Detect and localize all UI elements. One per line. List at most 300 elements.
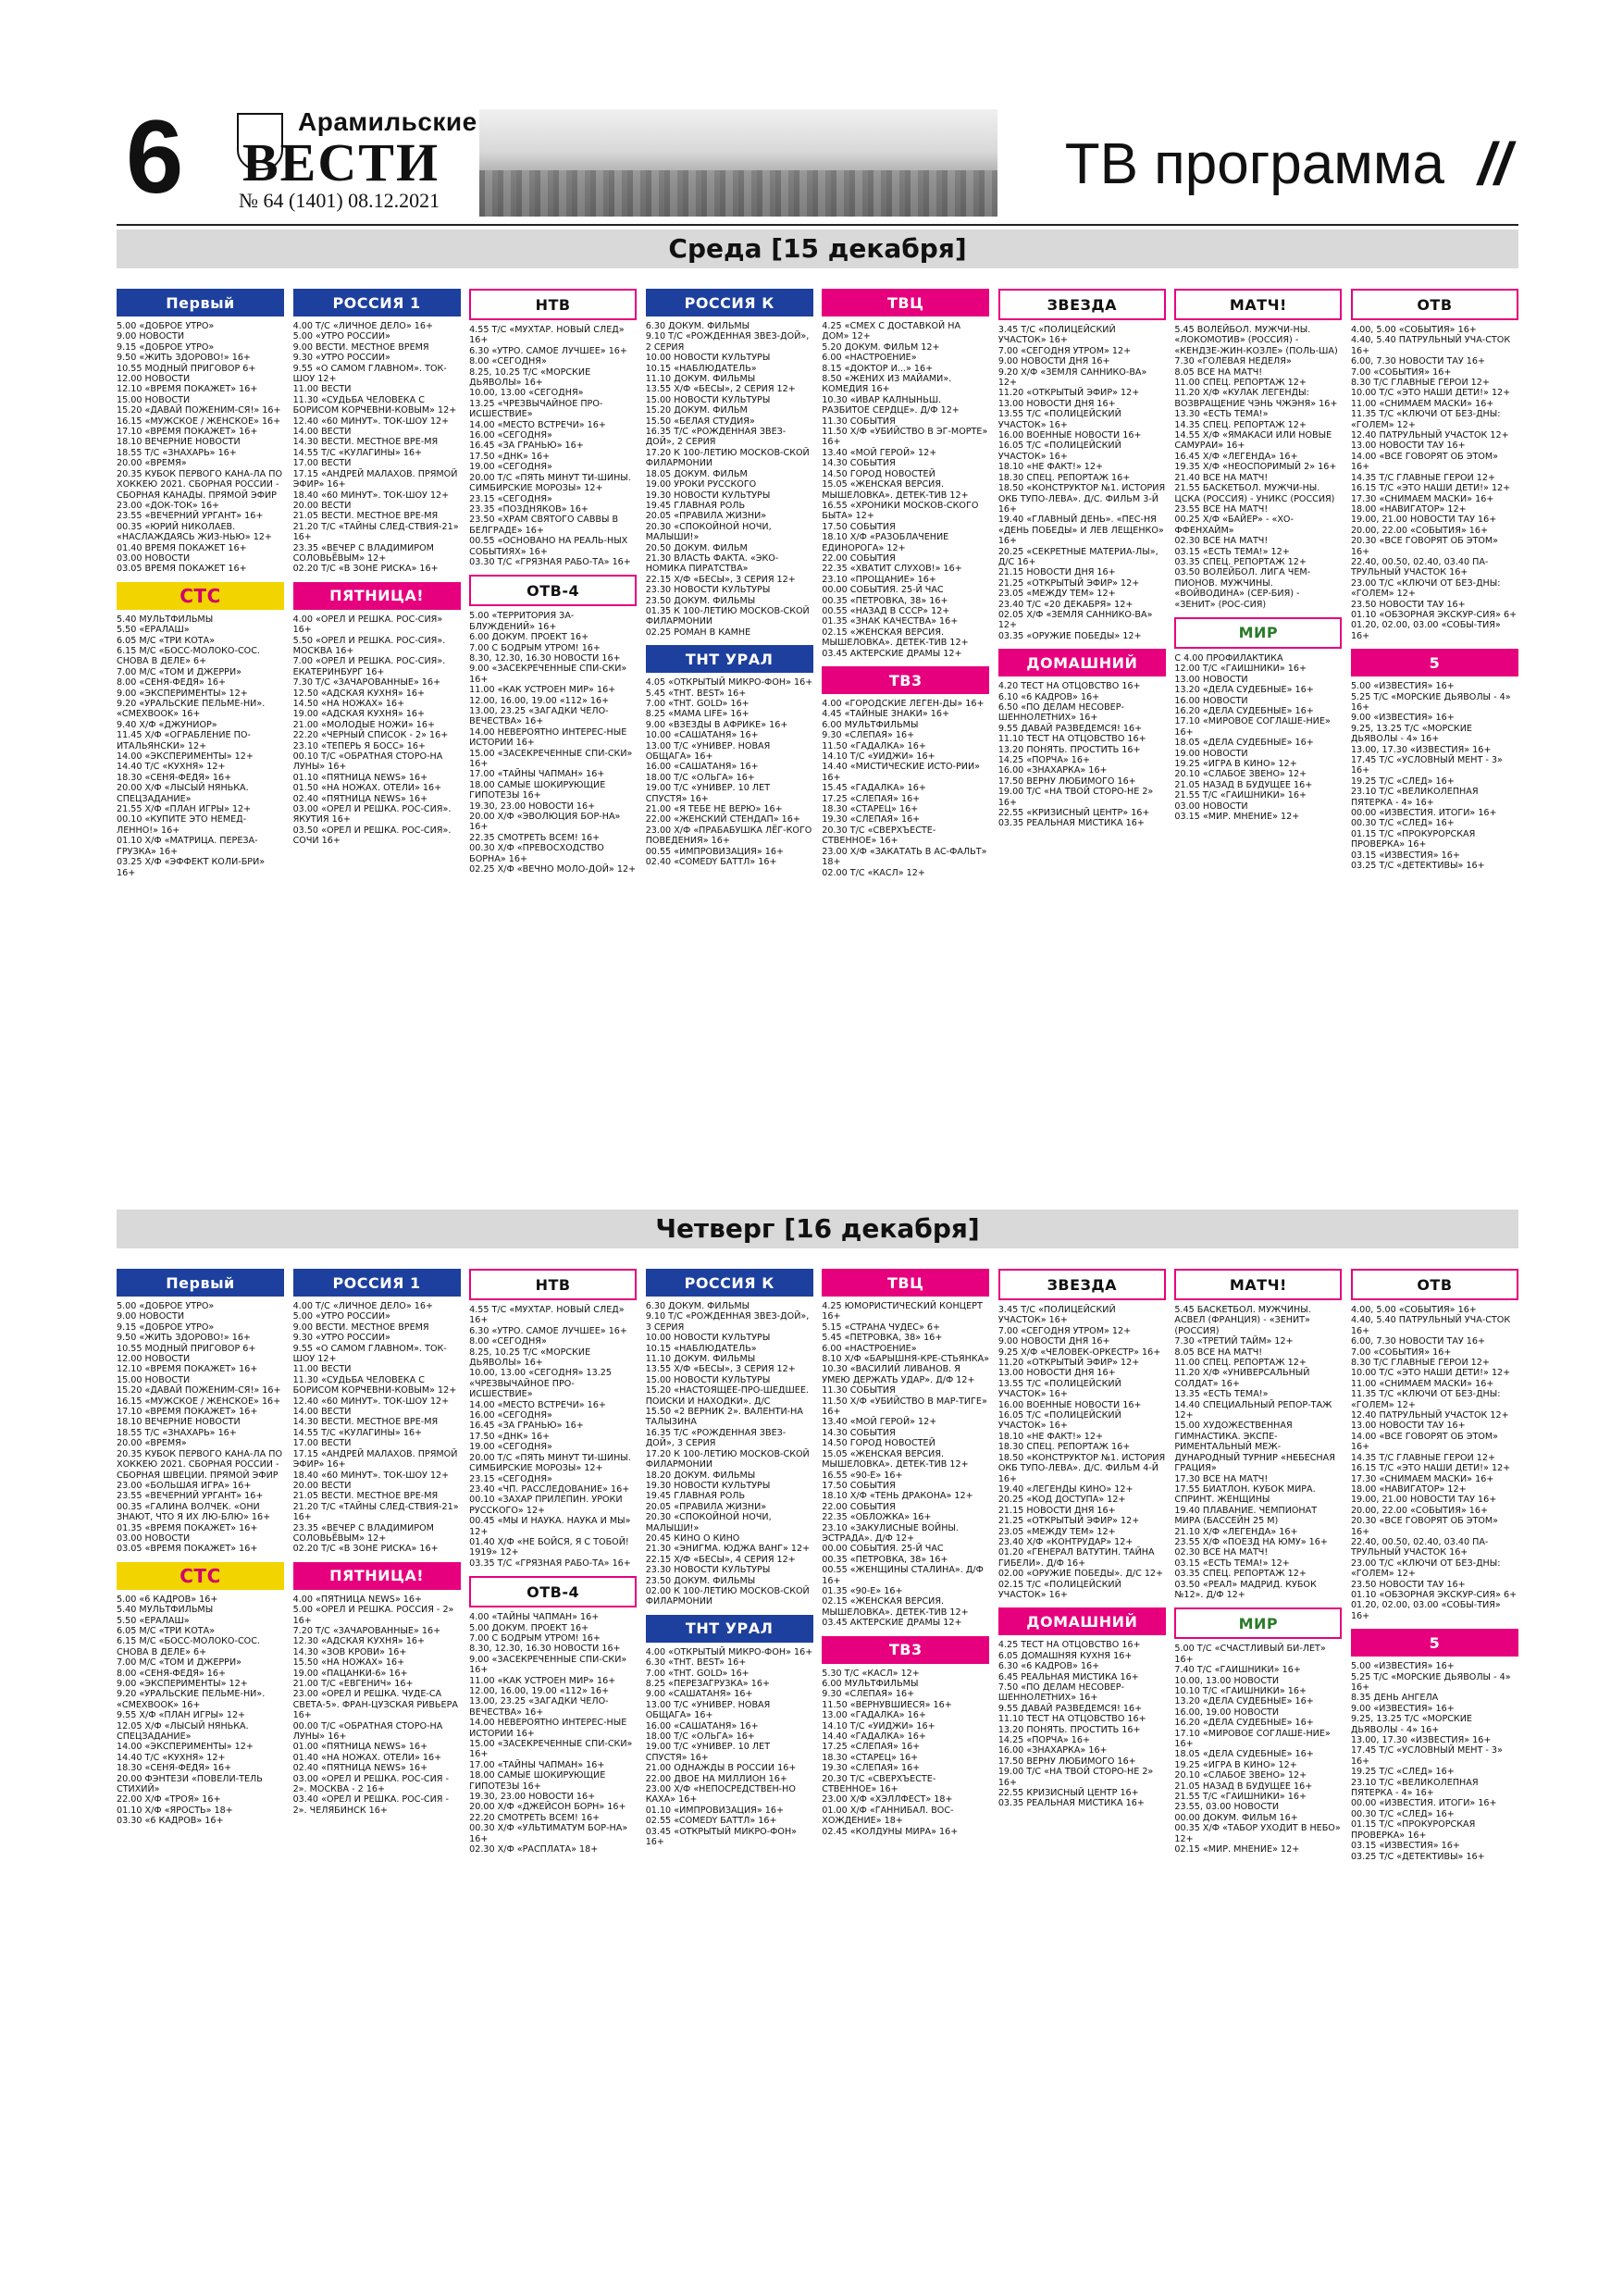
program-item: 8.00 «СЕГОДНЯ» bbox=[469, 1336, 547, 1347]
program-item: 9.20 «УРАЛЬСКИЕ ПЕЛЬМЕ-НИ». «СМЕХBOOK» 16+ bbox=[117, 699, 268, 720]
program-item: 8.25 «МАМА LIFE» 16+ bbox=[645, 709, 750, 720]
channel-logo: МИР bbox=[1174, 1607, 1342, 1639]
program-item: 11.10 ТЕСТ НА ОТЦОВСТВО 16+ bbox=[997, 1714, 1146, 1725]
program-item: 23.15 «СЕГОДНЯ» bbox=[469, 493, 552, 504]
program-item: 23.00 Т/С «КЛЮЧИ ОТ БЕЗ-ДНЫ: «ГОЛЕМ» 12+ bbox=[1350, 577, 1504, 600]
program-item: 9.00 ВЕСТИ. МЕСТНОЕ ВРЕМЯ bbox=[292, 1322, 429, 1333]
program-item: 15.00 НОВОСТИ bbox=[117, 394, 191, 405]
program-item: 13.00 Т/С «УНИВЕР. НОВАЯ ОБЩАГА» 16+ bbox=[645, 740, 774, 763]
program-item: 16.20 «ДЕЛА СУДЕБНЫЕ» 16+ bbox=[1174, 1718, 1314, 1729]
program-item: 9.00 НОВОСТИ ДНЯ 16+ bbox=[997, 356, 1110, 367]
program-item: 03.40 «ОРЕЛ И РЕШКА. РОС-СИЯ - 2». ЧЕЛЯБИНСК 16+ bbox=[292, 1794, 452, 1816]
program-item: 03.35 Т/С «ГРЯЗНАЯ РАБО-ТА» 16+ bbox=[469, 1558, 631, 1569]
program-item: 02.15 Т/С «ПОЛИЦЕЙСКИЙ УЧАСТОК» 16+ bbox=[997, 1579, 1124, 1600]
program-item: 18.05 ДОКУМ. ФИЛЬМ bbox=[645, 468, 748, 479]
schedule-column bbox=[997, 289, 1169, 886]
program-item: 21.15 НОВОСТИ ДНЯ 16+ bbox=[997, 1505, 1116, 1516]
program-item: 10.00 НОВОСТИ КУЛЬТУРЫ bbox=[645, 353, 771, 364]
channel-block bbox=[822, 1636, 989, 1838]
program-item: 14.35 СПЕЦ. РЕПОРТАЖ 12+ bbox=[1174, 419, 1307, 430]
program-item: 18.10 «НЕ ФАКТ!» 12+ bbox=[997, 1431, 1104, 1442]
program-item: 11.30 «СУДЬБА ЧЕЛОВЕКА С БОРИСОМ КОРЧЕВНИ-КОВЫМ» 12+ bbox=[292, 1374, 457, 1396]
program-item: 6.50 «ПО ДЕЛАМ НЕСОВЕР-ШЕННОЛЕТНИХ» 16+ bbox=[997, 702, 1124, 724]
program-item: 17.30 «СНИМАЕМ МАСКИ» 16+ bbox=[1350, 1473, 1494, 1484]
program-item: 10.15 «НАБЛЮДАТЕЛЬ» bbox=[645, 363, 757, 374]
program-item: 03.25 Т/С «ДЕТЕКТИВЫ» 16+ bbox=[1350, 861, 1485, 872]
program-item: 14.40 «МИСТИЧЕСКИЕ ИСТО-РИИ» 16+ bbox=[822, 762, 984, 783]
program-list bbox=[469, 1305, 637, 1569]
program-item: 20.30 «ВСЕ ГОВОРЯТ ОБ ЭТОМ» 16+ bbox=[1350, 1516, 1502, 1537]
program-item: 6.00 ДОКУМ. ПРОЕКТ 16+ bbox=[469, 632, 589, 643]
program-item: 4.55 Т/С «МУХТАР. НОВЫЙ СЛЕД» 16+ bbox=[469, 1305, 627, 1326]
program-list bbox=[469, 325, 637, 567]
program-item: 7.00 «СОБЫТИЯ» 16+ bbox=[1350, 366, 1452, 378]
program-item: 11.00 «КАК УСТРОЕН МИР» 16+ bbox=[469, 685, 616, 696]
program-item: 14.00 «ВСЕ ГОВОРЯТ ОБ ЭТОМ» 16+ bbox=[1350, 451, 1502, 473]
program-list bbox=[469, 1612, 637, 1855]
program-item: 18.00 САМЫЕ ШОКИРУЮЩИЕ ГИПОТЕЗЫ 16+ bbox=[469, 1770, 609, 1792]
program-item: 9.00 «САШАТАНЯ» 16+ bbox=[645, 1689, 753, 1700]
channel-block bbox=[293, 1269, 461, 1555]
program-item: 11.20 «ОТКРЫТЫЙ ЭФИР» 12+ bbox=[997, 1358, 1140, 1369]
channel-block bbox=[1351, 1629, 1518, 1862]
program-item: 20.00, 22.00 «СОБЫТИЯ» 16+ bbox=[1350, 1505, 1489, 1516]
program-item: 11.00 «СНИМАЕМ МАСКИ» 16+ bbox=[1350, 398, 1494, 409]
program-item: 19.40 ПЛАВАНИЕ. ЧЕМПИОНАТ МИРА (БАССЕЙН 25 М) bbox=[1174, 1505, 1320, 1527]
program-item: 18.10 Х/Ф «ТЕНЬ ДРАКОНА» 12+ bbox=[822, 1491, 973, 1502]
program-item: 10.10 Т/С «ГАИШНИКИ» 16+ bbox=[1174, 1686, 1307, 1696]
program-list bbox=[997, 1305, 1169, 1600]
program-list bbox=[293, 321, 461, 575]
program-item: 17.00 «ТАЙНЫ ЧАПМАН» 16+ bbox=[469, 1759, 605, 1770]
program-item: 00.00 Т/С «ОБРАТНАЯ СТОРО-НА ЛУНЫ» 16+ bbox=[292, 1720, 446, 1743]
program-item: 9.20 Х/Ф «ЗЕМЛЯ САННИКО-ВА» 12+ bbox=[997, 366, 1150, 389]
program-item: 5.25 Т/С «МОРСКИЕ ДЬЯВОЛЫ - 4» 16+ bbox=[1350, 691, 1514, 713]
program-item: 15.20 ДОКУМ. ФИЛЬМ bbox=[645, 405, 748, 416]
program-list bbox=[998, 1640, 1166, 1809]
program-item: 9.25, 13.25 Т/С «МОРСКИЕ ДЬЯВОЛЫ - 4» 16+ bbox=[1350, 723, 1476, 745]
program-item: 02.00 К 100-ЛЕТИЮ МОСКОВ-СКОЙ ФИЛАРМОНИИ bbox=[645, 1585, 812, 1607]
program-item: 17.30 ВСЕ НА МАТЧ! bbox=[1174, 1473, 1269, 1484]
program-item: 14.55 Х/Ф «ЯМАКАСИ ИЛИ НОВЫЕ САМУРАИ» 16+ bbox=[1174, 430, 1335, 452]
program-list bbox=[998, 681, 1166, 829]
program-item: С 4.00 ПРОФИЛАКТИКА bbox=[1174, 652, 1283, 664]
program-item: 11.30 СОБЫТИЯ bbox=[822, 416, 896, 427]
program-item: 03.45 АКТЕРСКИЕ ДРАМЫ 12+ bbox=[822, 648, 962, 659]
channel-logo: СТС bbox=[117, 582, 284, 610]
channel-logo: ТНТ УРАЛ bbox=[646, 645, 813, 673]
program-item: 13.20 ПОНЯТЬ. ПРОСТИТЬ 16+ bbox=[997, 744, 1141, 755]
channel-block bbox=[469, 1576, 637, 1855]
program-item: 4.40, 5.40 ПАТРУЛЬНЫЙ УЧА-СТОК 16+ bbox=[1350, 335, 1514, 356]
program-item: 9.55 ДАВАЙ РАЗВЕДЕМСЯ! 16+ bbox=[997, 1703, 1143, 1714]
schedule-column bbox=[646, 289, 813, 886]
program-item: 11.50 Х/Ф «УБИЙСТВО В ЭГ-МОРТЕ» 16+ bbox=[822, 427, 991, 448]
program-item: 02.15 «МИР. МНЕНИЕ» 12+ bbox=[1174, 1844, 1300, 1855]
program-item: 01.40 Х/Ф «НЕ БОЙСЯ, Я С ТОБОЙ! 1919» 12+ bbox=[469, 1536, 632, 1558]
day-title: Четверг [16 декабря] bbox=[117, 1210, 1518, 1248]
program-item: 5.45 «ТНТ. BEST» 16+ bbox=[645, 688, 747, 699]
program-item: 16.00, 19.00 НОВОСТИ bbox=[1174, 1706, 1280, 1718]
program-item: 14.35 Т/С ГЛАВНЫЕ ГЕРОИ 12+ bbox=[1350, 1452, 1496, 1463]
program-item: 02.20 Т/С «В ЗОНЕ РИСКА» 16+ bbox=[292, 1544, 439, 1555]
program-item: 20.05 «ПРАВИЛА ЖИЗНИ» bbox=[645, 511, 767, 522]
program-item: 23.00 «ДОК-ТОК» 16+ bbox=[117, 500, 220, 511]
program-item: 01.35 «ЗНАК КАЧЕСТВА» 16+ bbox=[822, 616, 959, 627]
program-item: 23.55, 03.00 НОВОСТИ bbox=[1174, 1802, 1280, 1813]
program-item: 12.00 Т/С «ГАИШНИКИ» 16+ bbox=[1174, 664, 1307, 675]
program-item: 00.30 Х/Ф «ПРЕВОСХОДСТВО БОРНА» 16+ bbox=[469, 843, 607, 864]
program-item: 01.20, 02.00, 03.00 «СОБЫ-ТИЯ» 16+ bbox=[1350, 1600, 1504, 1621]
schedule-column bbox=[997, 1269, 1169, 1869]
program-item: 00.25 Х/Ф «БАЙЕР» - «ХО-ФФЕНХАЙМ» bbox=[1174, 515, 1294, 536]
program-item: 21.05 ВЕСТИ. МЕСТНОЕ ВРЕ-МЯ bbox=[292, 1491, 439, 1502]
crest-icon bbox=[237, 113, 283, 170]
program-item: 01.35 К 100-ЛЕТИЮ МОСКОВ-СКОЙ ФИЛАРМОНИИ bbox=[645, 605, 812, 627]
schedule-column bbox=[469, 1269, 637, 1869]
program-item: 11.30 «СУДЬБА ЧЕЛОВЕКА С БОРИСОМ КОРЧЕВНИ-КОВЫМ» 12+ bbox=[292, 394, 457, 416]
program-item: 17.25 «СЛЕПАЯ» 16+ bbox=[822, 793, 921, 804]
program-item: 20.35 КУБОК ПЕРВОГО КАНА-ЛА ПО ХОККЕЮ 2021. СБОРНАЯ РОССИИ - СБОРНАЯ КАНАДЫ. ПРЯМОЙ ЭФИР bbox=[117, 468, 286, 501]
channel-logo: МАТЧ! bbox=[1174, 289, 1342, 320]
program-item: 9.00 НОВОСТИ ДНЯ 16+ bbox=[997, 1336, 1110, 1347]
program-item: 9.40 Х/Ф «ДЖУНИОР» bbox=[117, 719, 217, 730]
program-item: 8.30 Т/С ГЛАВНЫЕ ГЕРОИ 12+ bbox=[1350, 378, 1490, 389]
program-item: 16.20 «ДЕЛА СУДЕБНЫЕ» 16+ bbox=[1174, 706, 1314, 716]
program-item: 02.00 Т/С «КАСЛ» 12+ bbox=[822, 867, 925, 878]
program-item: 18.00 САМЫЕ ШОКИРУЮЩИЕ ГИПОТЕЗЫ 16+ bbox=[469, 779, 609, 801]
program-item: 20.00 Х/Ф «ЛЫСЫЙ НЯНЬКА. СПЕЦЗАДАНИЕ» bbox=[117, 783, 252, 804]
program-item: 22.00 ДВОЕ НА МИЛЛИОН 16+ bbox=[645, 1773, 787, 1784]
program-item: 22.20 «ЧЕРНЫЙ СПИСОК - 2» 16+ bbox=[292, 730, 449, 741]
schedule-grid bbox=[117, 289, 1518, 886]
program-item: 4.00 «ОРЕЛ И РЕШКА. РОС-СИЯ» 16+ bbox=[292, 614, 446, 636]
program-item: 9.55 Х/Ф «ПЛАН ИГРЫ» 12+ bbox=[117, 1710, 246, 1721]
program-item: 00.35 «ПЕТРОВКА, 38» 16+ bbox=[822, 1554, 948, 1565]
program-item: 13.55 Х/Ф «БЕСЫ», 3 СЕРИЯ 12+ bbox=[645, 1364, 796, 1375]
program-item: 03.50 «ОРЕЛ И РЕШКА. РОС-СИЯ». СОЧИ 16+ bbox=[292, 825, 454, 847]
program-item: 19.00, 21.00 НОВОСТИ ТАУ 16+ bbox=[1350, 515, 1497, 526]
program-item: 14.40 «ГАДАЛКА» 16+ bbox=[822, 1731, 926, 1743]
program-item: 6.15 М/С «БОСС-МОЛОКО-СОС. СНОВА В ДЕЛЕ» 6+ bbox=[117, 645, 264, 667]
program-item: 6.30 ДОКУМ. ФИЛЬМЫ bbox=[645, 1301, 750, 1311]
program-list bbox=[1174, 1644, 1342, 1855]
program-item: 14.40 Т/С «КУХНЯ» 12+ bbox=[117, 1752, 226, 1763]
program-item: 20.00 Х/Ф «ЭВОЛЮЦИЯ БОР-НА» 16+ bbox=[469, 812, 624, 833]
program-item: 03.35 СПЕЦ. РЕПОРТАЖ 12+ bbox=[1174, 556, 1307, 567]
program-item: 22.15 Х/Ф «БЕСЫ», 4 СЕРИЯ 12+ bbox=[645, 1554, 796, 1565]
program-item: 19.40 «ГЛАВНЫЙ ДЕНЬ». «ПЕС-НЯ «ДЕНЬ ПОБЕДЫ» И ЛЕВ ЛЕЩЕНКО» 16+ bbox=[997, 515, 1167, 547]
program-item: 19.30, 23.00 НОВОСТИ 16+ bbox=[469, 1792, 596, 1803]
program-item: 15.20 «ДАВАЙ ПОЖЕНИМ-СЯ!» 16+ bbox=[117, 405, 281, 416]
schedule-column bbox=[1174, 289, 1342, 886]
program-item: 02.40 «ПЯТНИЦА NEWS» 16+ bbox=[292, 793, 428, 804]
program-item: 20.00 ВЕСТИ bbox=[292, 500, 352, 511]
program-item: 5.40 МУЛЬТФИЛЬМЫ bbox=[117, 1605, 214, 1616]
program-item: 02.55 «COMEDY БАТТЛ» 16+ bbox=[645, 1816, 777, 1827]
program-item: 19.00 Т/С «УНИВЕР. 10 ЛЕТ СПУСТЯ» 16+ bbox=[645, 783, 774, 804]
program-item: 01.15 Т/С «ПРОКУРОРСКАЯ ПРОВЕРКА» 16+ bbox=[1350, 828, 1479, 850]
program-item: 18.20 ДОКУМ. ФИЛЬМЫ bbox=[645, 1470, 756, 1481]
program-item: 23.40 Х/Ф «КОНТРУДАР» 12+ bbox=[997, 1536, 1134, 1547]
program-item: 18.30 СПЕЦ. РЕПОРТАЖ 16+ bbox=[997, 1442, 1131, 1453]
program-item: 17.50 СОБЫТИЯ bbox=[822, 1480, 896, 1491]
program-item: 9.55 «О САМОМ ГЛАВНОМ». ТОК-ШОУ 12+ bbox=[292, 1343, 447, 1365]
program-item: 9.30 «УТРО РОССИИ» bbox=[292, 1333, 390, 1344]
schedule-column bbox=[293, 289, 461, 886]
program-item: 13.20 ПОНЯТЬ. ПРОСТИТЬ 16+ bbox=[997, 1724, 1141, 1735]
channel-logo: ПЯТНИЦА! bbox=[293, 582, 461, 610]
schedule-column bbox=[293, 1269, 461, 1869]
program-item: 21.30 «ЭНИГМА. ЮДЖА ВАНГ» 12+ bbox=[645, 1544, 811, 1555]
program-item: 16.55 «90-Е» 16+ bbox=[822, 1470, 903, 1481]
program-item: 11.20 Х/Ф «КУЛАК ЛЕГЕНДЫ: ВОЗВРАЩЕНИЕ ЧЭНЬ ЧЖЭНЯ» 16+ bbox=[1174, 388, 1338, 409]
channel-logo: МАТЧ! bbox=[1174, 1269, 1342, 1300]
program-item: 01.10 Х/Ф «МАТРИЦА. ПЕРЕЗА-ГРУЗКА» 16+ bbox=[117, 836, 258, 857]
program-item: 4.00, 5.00 «СОБЫТИЯ» 16+ bbox=[1350, 1305, 1477, 1315]
schedule-column bbox=[646, 1269, 813, 1869]
program-item: 9.50 «ЖИТЬ ЗДОРОВО!» 16+ bbox=[117, 353, 251, 364]
program-item: 13.20 «ДЕЛА СУДЕБНЫЕ» 16+ bbox=[1174, 1696, 1314, 1707]
program-list bbox=[646, 321, 813, 638]
program-item: 22.40, 00.50, 02.40, 03.40 ПА-ТРУЛЬНЫЙ УЧАСТОК 16+ bbox=[1350, 1536, 1489, 1558]
program-item: 14.00 «ВСЕ ГОВОРЯТ ОБ ЭТОМ» 16+ bbox=[1350, 1431, 1502, 1453]
program-item: 18.05 «ДЕЛА СУДЕБНЫЕ» 16+ bbox=[1174, 1749, 1314, 1760]
program-item: 9.15 «ДОБРОЕ УТРО» bbox=[117, 1322, 215, 1333]
program-item: 13.25 «ЧРЕЗВЫЧАЙНОЕ ПРО-ИСШЕСТВИЕ» bbox=[469, 398, 603, 420]
program-item: 03.15 «МИР. МНЕНИЕ» 12+ bbox=[1174, 812, 1300, 823]
channel-logo: ЗВЕЗДА bbox=[998, 1269, 1166, 1300]
program-item: 23.50 НОВОСТИ ТАУ 16+ bbox=[1350, 599, 1466, 610]
program-item: 20.00 Х/Ф «ДЖЕЙСОН БОРН» 16+ bbox=[469, 1802, 626, 1813]
program-item: 9.10 Т/С «РОЖДЕННАЯ ЗВЕЗ-ДОЙ», 2 СЕРИЯ bbox=[645, 331, 812, 353]
program-item: 11.00 ВЕСТИ bbox=[292, 384, 352, 395]
program-item: 15.00 ХУДОЖЕСТВЕННАЯ ГИМНАСТИКА. ЭКСПЕ-РИМЕНТАЛЬНЫЙ МЕЖ-ДУНАРОДНЫЙ ТУРНИР «НЕБЕСНАЯ ГРАЦИЯ» bbox=[1174, 1421, 1338, 1474]
program-item: 18.40 «60 МИНУТ». ТОК-ШОУ 12+ bbox=[292, 1470, 450, 1481]
program-item: 14.55 Т/С «КУЛАГИНЫ» 16+ bbox=[292, 447, 423, 458]
program-item: 6.10 «6 КАДРОВ» 16+ bbox=[997, 691, 1100, 702]
program-item: 03.15 «ЕСТЬ ТЕМА!» 12+ bbox=[1174, 1558, 1290, 1569]
program-item: 14.30 СОБЫТИЯ bbox=[822, 458, 896, 469]
program-item: 23.55 «ВЕЧЕРНИЙ УРГАНТ» 16+ bbox=[117, 511, 264, 522]
program-item: 4.00, 5.00 «СОБЫТИЯ» 16+ bbox=[1350, 325, 1477, 335]
channel-block bbox=[646, 1269, 813, 1607]
program-item: 5.45 ВОЛЕЙБОЛ. МУЖЧИ-НЫ. «ЛОКОМОТИВ» (РОССИЯ) - «КЕНДЗЕ-ЖИН-КОЗЛЕ» (ПОЛЬ-ША) bbox=[1174, 325, 1338, 356]
program-item: 21.55 Т/С «ГАИШНИКИ» 16+ bbox=[1174, 790, 1307, 801]
program-item: 23.30 НОВОСТИ КУЛЬТУРЫ bbox=[645, 1565, 771, 1576]
program-item: 20.45 КИНО О КИНО bbox=[645, 1533, 740, 1544]
program-item: 8.25, 10.25 Т/С «МОРСКИЕ ДЬЯВОЛЫ» 16+ bbox=[469, 1347, 594, 1369]
program-item: 20.30 «ВСЕ ГОВОРЯТ ОБ ЭТОМ» 16+ bbox=[1350, 536, 1502, 557]
program-item: 14.30 СОБЫТИЯ bbox=[822, 1427, 896, 1438]
program-list bbox=[822, 699, 989, 878]
program-item: 14.25 «ПОРЧА» 16+ bbox=[997, 755, 1091, 766]
channel-logo: ОТВ bbox=[1351, 289, 1518, 320]
issue-info: № 64 (1401) 08.12.2021 bbox=[239, 189, 440, 212]
program-item: 14.30 ВЕСТИ. МЕСТНОЕ ВРЕ-МЯ bbox=[292, 437, 439, 448]
program-item: 03.50 «РЕАЛ» МАДРИД. КУБОК №12». Д/Ф 12+ bbox=[1174, 1579, 1319, 1600]
program-item: 13.00, 23.25 «ЗАГАДКИ ЧЕЛО-ВЕЧЕСТВА» 16+ bbox=[469, 706, 609, 727]
program-item: 21.00 «Я ТЕБЕ НЕ ВЕРЮ» 16+ bbox=[645, 804, 783, 815]
program-item: 16.45 «ЗА ГРАНЬЮ» 16+ bbox=[469, 1421, 584, 1432]
program-item: 10.00, 13.00 «СЕГОДНЯ» 13.25 «ЧРЕЗВЫЧАЙНОЕ ПРО-ИСШЕСТВИЕ» bbox=[469, 1368, 615, 1400]
program-item: 5.50 «ОРЕЛ И РЕШКА. РОС-СИЯ». МОСКВА 16+ bbox=[292, 635, 449, 656]
channel-block bbox=[293, 1562, 461, 1817]
program-item: 19.00 УРОКИ РУССКОГО bbox=[645, 479, 757, 490]
program-item: 14.00 НЕВЕРОЯТНО ИНТЕРЕС-НЫЕ ИСТОРИИ 16+ bbox=[469, 726, 630, 749]
program-item: 23.00 «БОЛЬШАЯ ИГРА» 16+ bbox=[117, 1480, 252, 1491]
program-item: 9.00 «ЭКСПЕРИМЕНТЫ» 12+ bbox=[117, 688, 248, 699]
program-item: 12.50 «АДСКАЯ КУХНЯ» 16+ bbox=[292, 688, 426, 699]
program-list bbox=[997, 325, 1169, 641]
channel-logo: ЗВЕЗДА bbox=[998, 289, 1166, 320]
program-item: 8.10 Х/Ф «БАРЫШНЯ-КРЕ-СТЬЯНКА» bbox=[822, 1354, 990, 1365]
program-item: 8.15 «ДОКТОР И...» 16+ bbox=[822, 363, 934, 374]
program-item: 20.00 ВЕСТИ bbox=[292, 1480, 352, 1491]
program-item: 14.00 «МЕСТО ВСТРЕЧИ» 16+ bbox=[469, 1399, 606, 1410]
program-item: 03.45 АКТЕРСКИЕ ДРАМЫ 12+ bbox=[822, 1618, 962, 1629]
program-item: 23.55 ВСЕ НА МАТЧ! bbox=[1174, 503, 1269, 515]
program-item: 14.30 «ЗОВ КРОВИ» 16+ bbox=[292, 1646, 407, 1657]
program-item: 7.20 Т/С «ЗАЧАРОВАННЫЕ» 16+ bbox=[292, 1625, 441, 1636]
program-item: 14.40 СПЕЦИАЛЬНЫЙ РЕПОР-ТАЖ 12+ bbox=[1174, 1399, 1335, 1421]
program-item: 11.20 Х/Ф «УНИВЕРСАЛЬНЫЙ СОЛДАТ» 16+ bbox=[1174, 1368, 1313, 1389]
program-item: 7.40 Т/С «ГАИШНИКИ» 16+ bbox=[1174, 1665, 1301, 1676]
program-item: 20.30 Т/С «СВЕРХЪЕСТЕ-СТВЕННОЕ» 16+ bbox=[822, 1773, 936, 1795]
program-item: 4.25 ЮМОРИСТИЧЕСКИЙ КОНЦЕРТ 16+ bbox=[822, 1301, 985, 1322]
program-item: 19.00 «АДСКАЯ КУХНЯ» 16+ bbox=[292, 709, 426, 720]
program-item: 5.25 Т/С «МОРСКИЕ ДЬЯВОЛЫ - 4» 16+ bbox=[1350, 1671, 1514, 1693]
channel-block bbox=[997, 1269, 1169, 1600]
program-item: 12.30 «АДСКАЯ КУХНЯ» 16+ bbox=[292, 1636, 426, 1647]
channel-block bbox=[998, 1607, 1166, 1809]
program-item: 03.45 «ОТКРЫТЫЙ МИКРО-ФОН» 16+ bbox=[645, 1826, 800, 1848]
program-item: 14.00 «ЭКСПЕРИМЕНТЫ» 12+ bbox=[117, 1742, 254, 1753]
program-item: 15.45 «ГАДАЛКА» 16+ bbox=[822, 783, 926, 794]
logo-top-text: Арамильские bbox=[298, 107, 477, 136]
program-item: 19.00 Т/С «УНИВЕР. 10 ЛЕТ СПУСТЯ» 16+ bbox=[645, 1742, 774, 1763]
channel-logo: РОССИЯ 1 bbox=[293, 289, 461, 316]
schedule-column bbox=[117, 289, 284, 886]
program-item: 7.00 «ТНТ. GOLD» 16+ bbox=[645, 699, 750, 709]
program-item: 15.00 НОВОСТИ bbox=[117, 1374, 191, 1385]
program-item: 16.00 ВОЕННЫЕ НОВОСТИ 16+ bbox=[997, 430, 1142, 441]
program-item: 9.00 «ИЗВЕСТИЯ» 16+ bbox=[1350, 1703, 1455, 1714]
newspaper-page bbox=[117, 93, 1518, 1862]
program-item: 8.25, 10.25 Т/С «МОРСКИЕ ДЬЯВОЛЫ» 16+ bbox=[469, 366, 594, 389]
program-item: 20.00 ФЭНТЕЗИ «ПОВЕЛИ-ТЕЛЬ СТИХИЙ» bbox=[117, 1773, 266, 1795]
program-item: 02.25 РОМАН В КАМНЕ bbox=[645, 627, 751, 638]
program-list bbox=[1351, 325, 1518, 641]
program-item: 6.00, 7.30 НОВОСТИ ТАУ 16+ bbox=[1350, 356, 1486, 367]
program-item: 14.50 ГОРОД НОВОСТЕЙ bbox=[822, 468, 935, 479]
program-item: 03.30 Т/С «ГРЯЗНАЯ РАБО-ТА» 16+ bbox=[469, 556, 631, 567]
program-item: 9.50 «ЖИТЬ ЗДОРОВО!» 16+ bbox=[117, 1333, 251, 1344]
program-item: 19.00 Т/С «НА ТВОЙ СТОРО-НЕ 2» 16+ bbox=[997, 787, 1157, 808]
program-item: 01.10 Х/Ф «ЯРОСТЬ» 18+ bbox=[117, 1805, 233, 1816]
program-item: 22.20 СМОТРЕТЬ ВСЕМ! 16+ bbox=[469, 1812, 601, 1823]
program-item: 17.45 Т/С «УСЛОВНЫЙ МЕНТ - 3» 16+ bbox=[1350, 1745, 1505, 1767]
program-item: 11.35 Т/С «КЛЮЧИ ОТ БЕЗ-ДНЫ: «ГОЛЕМ» 12+ bbox=[1350, 409, 1504, 430]
program-item: 13.00, 23.25 «ЗАГАДКИ ЧЕЛО-ВЕЧЕСТВА» 16+ bbox=[469, 1696, 609, 1718]
program-item: 20.00 «ВРЕМЯ» bbox=[117, 1438, 187, 1449]
program-item: 16.15 Т/С «ЭТО НАШИ ДЕТИ!» 12+ bbox=[1350, 483, 1511, 494]
program-list bbox=[646, 677, 813, 867]
program-item: 18.10 «НЕ ФАКТ!» 12+ bbox=[997, 462, 1104, 473]
program-item: 00.45 «МЫ И НАУКА. НАУКА И МЫ» 12+ bbox=[469, 1516, 634, 1537]
program-item: 17.10 «МИРОВОЕ СОГЛАШЕ-НИЕ» 16+ bbox=[1174, 716, 1333, 738]
program-item: 03.35 СПЕЦ. РЕПОРТАЖ 12+ bbox=[1174, 1569, 1307, 1580]
program-item: 02.25 Х/Ф «ВЕЧНО МОЛО-ДОЙ» 12+ bbox=[469, 864, 637, 875]
program-item: 7.00 М/С «ТОМ И ДЖЕРРИ» bbox=[117, 1657, 242, 1669]
schedule-column bbox=[117, 1269, 284, 1869]
channel-block bbox=[997, 289, 1169, 641]
program-item: 10.00, 13.00 НОВОСТИ bbox=[1174, 1675, 1280, 1686]
program-item: 5.00 «ИЗВЕСТИЯ» 16+ bbox=[1350, 1661, 1455, 1672]
program-item: 16.15 «МУЖСКОЕ / ЖЕНСКОЕ» 16+ bbox=[117, 1396, 281, 1407]
channel-block bbox=[469, 289, 637, 567]
program-item: 00.30 Т/С «СЛЕД» 16+ bbox=[1350, 1808, 1455, 1819]
program-item: 17.50 ВЕРНУ ЛЮБИМОГО 16+ bbox=[997, 1756, 1136, 1767]
program-item: 17.50 «ДНК» 16+ bbox=[469, 451, 551, 462]
channel-block bbox=[1174, 289, 1342, 610]
program-item: 00.10 «КУПИТЕ ЭТО НЕМЕД-ЛЕННО!» 16+ bbox=[117, 814, 247, 836]
program-item: 11.10 ДОКУМ. ФИЛЬМЫ bbox=[645, 374, 756, 385]
program-item: 7.00 М/С «ТОМ И ДЖЕРРИ» bbox=[117, 666, 242, 677]
program-item: 02.30 Х/Ф «РАСПЛАТА» 18+ bbox=[469, 1844, 599, 1855]
program-item: 18.30 «СЕНЯ-ФЕДЯ» 16+ bbox=[117, 772, 232, 783]
program-item: 01.20, 02.00, 03.00 «СОБЫ-ТИЯ» 16+ bbox=[1350, 620, 1504, 641]
program-list bbox=[822, 321, 989, 659]
program-item: 11.50 «ВЕРНУВШИЕСЯ» 16+ bbox=[822, 1699, 952, 1710]
program-item: 12.10 «ВРЕМЯ ПОКАЖЕТ» 16+ bbox=[117, 384, 258, 395]
program-item: 17.55 БИАТЛОН. КУБОК МИРА. СПРИНТ. ЖЕНЩИНЫ bbox=[1174, 1483, 1319, 1506]
program-item: 6.30 «6 КАДРОВ» 16+ bbox=[997, 1661, 1100, 1672]
program-item: 22.35 СМОТРЕТЬ ВСЕМ! 16+ bbox=[469, 832, 601, 843]
program-item: 9.15 «ДОБРОЕ УТРО» bbox=[117, 341, 215, 353]
program-item: 21.20 Т/С «ТАЙНЫ СЛЕД-СТВИЯ-21» 16+ bbox=[292, 1501, 462, 1523]
program-item: 16.00 «ЗНАХАРКА» 16+ bbox=[997, 765, 1108, 776]
program-item: 18.40 «60 МИНУТ». ТОК-ШОУ 12+ bbox=[292, 490, 450, 501]
program-item: 00.55 «ОСНОВАНО НА РЕАЛЬ-НЫХ СОБЫТИЯХ» 16+ bbox=[469, 536, 631, 557]
program-item: 15.20 «НАСТОЯЩЕЕ-ПРО-ШЕДШЕЕ. ПОИСКИ И НАХОДКИ». Д/С bbox=[645, 1385, 812, 1407]
program-item: 16.00 «ЗНАХАРКА» 16+ bbox=[997, 1745, 1108, 1756]
program-item: 4.00 «ОТКРЫТЫЙ МИКРО-ФОН» 16+ bbox=[645, 1646, 813, 1657]
program-item: 13.55 Т/С «ПОЛИЦЕЙСКИЙ УЧАСТОК» 16+ bbox=[997, 409, 1124, 430]
program-item: 16.45 «ЗА ГРАНЬЮ» 16+ bbox=[469, 441, 584, 452]
program-item: 11.00 ВЕСТИ bbox=[292, 1364, 352, 1375]
program-item: 16.00 «САШАТАНЯ» 16+ bbox=[645, 1720, 759, 1731]
program-item: 23.35 «ВЕЧЕР С ВЛАДИМИРОМ СОЛОВЬЁВЫМ» 12+ bbox=[292, 542, 437, 564]
program-item: 10.30 «ИВАР КАЛНЫНЬШ. РАЗБИТОЕ СЕРДЦЕ». Д/Ф 12+ bbox=[822, 394, 960, 416]
program-item: 02.15 «ЖЕНСКАЯ ВЕРСИЯ. МЫШЕЛОВКА». ДЕТЕК-ТИВ 12+ bbox=[822, 627, 969, 649]
program-item: 10.00 Т/С «ЭТО НАШИ ДЕТИ!» 12+ bbox=[1350, 388, 1511, 399]
program-item: 12.40 ПАТРУЛЬНЫЙ УЧАСТОК 12+ bbox=[1350, 1410, 1509, 1421]
program-item: 17.00 «ТАЙНЫ ЧАПМАН» 16+ bbox=[469, 769, 605, 780]
program-list bbox=[117, 614, 284, 878]
program-item: 12.05 Х/Ф «ЛЫСЫЙ НЯНЬКА. СПЕЦЗАДАНИЕ» bbox=[117, 1720, 252, 1743]
program-item: 5.40 МУЛЬТФИЛЬМЫ bbox=[117, 614, 214, 625]
program-item: 15.05 «ЖЕНСКАЯ ВЕРСИЯ. МЫШЕЛОВКА». ДЕТЕК-ТИВ 12+ bbox=[822, 1448, 969, 1471]
program-item: 01.20 «ГЕНЕРАЛ ВАТУТИН. ТАЙНА ГИБЕЛИ». Д/Ф 16+ bbox=[997, 1547, 1158, 1569]
program-item: 16.00 «СЕГОДНЯ» bbox=[469, 1410, 552, 1421]
program-item: 23.35 «ВЕЧЕР С ВЛАДИМИРОМ СОЛОВЬЁВЫМ» 12+ bbox=[292, 1522, 437, 1544]
program-item: 19.30 НОВОСТИ КУЛЬТУРЫ bbox=[645, 1480, 771, 1491]
program-item: 10.00 НОВОСТИ КУЛЬТУРЫ bbox=[645, 1333, 771, 1344]
program-item: 03.50 ВОЛЕЙБОЛ. ЛИГА ЧЕМ-ПИОНОВ. МУЖЧИНЫ. «ВОЙВОДИНА» (СЕР-БИЯ) - «ЗЕНИТ» (РОС-СИЯ) bbox=[1174, 567, 1311, 610]
program-item: 18.30 СПЕЦ. РЕПОРТАЖ 16+ bbox=[997, 472, 1131, 483]
program-item: 23.55 Х/Ф «ПОЕЗД НА ЮМУ» 16+ bbox=[1174, 1536, 1328, 1547]
